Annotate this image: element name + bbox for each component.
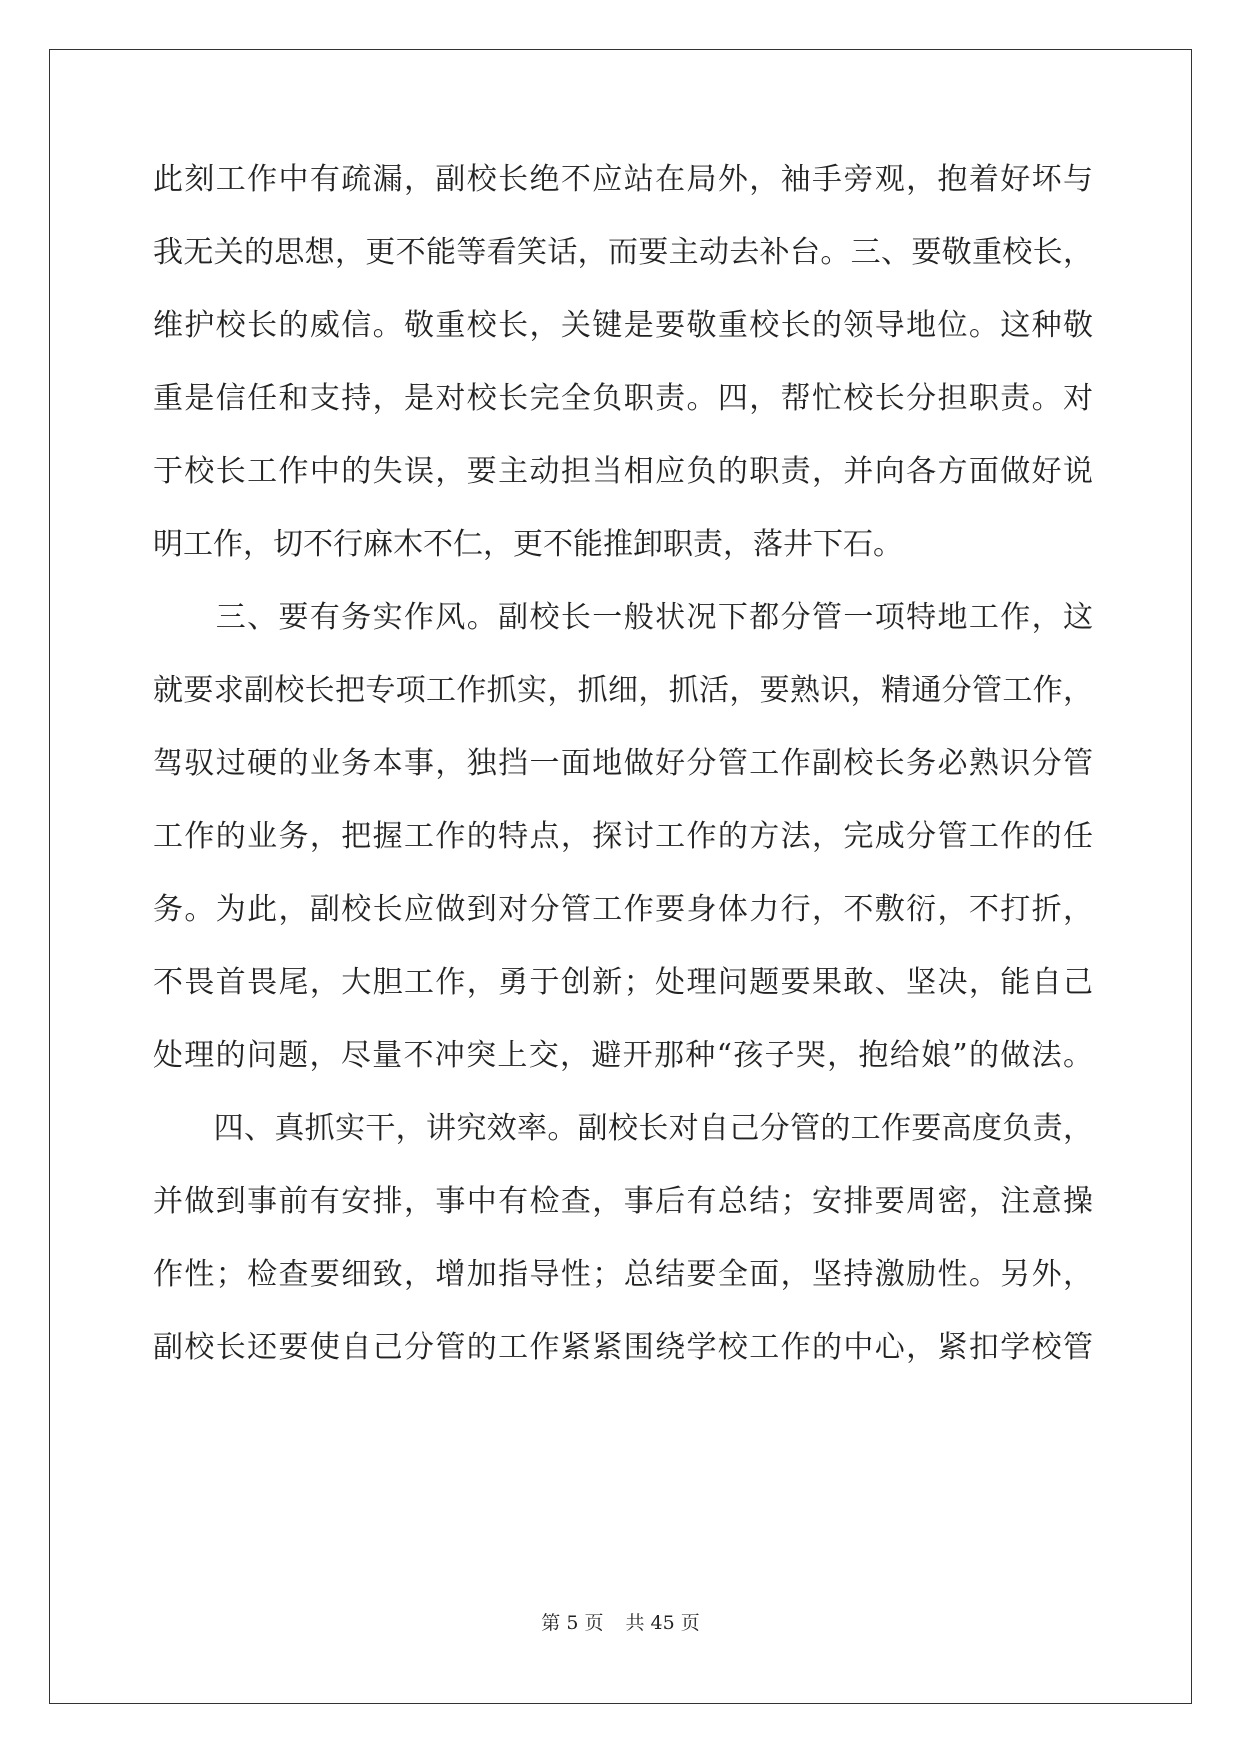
- text-line: 维护校长的威信。敬重校长，关键是要敬重校长的领导地位。这种敬: [153, 308, 1093, 343]
- text-line: 工作的业务，把握工作的特点，探讨工作的方法，完成分管工作的任: [153, 819, 1093, 854]
- text-line: 副校长还要使自己分管的工作紧紧围绕学校工作的中心，紧扣学校管: [153, 1330, 1093, 1365]
- page-number: 第 5 页: [541, 1612, 604, 1634]
- text-line: 就要求副校长把专项工作抓实，抓细，抓活，要熟识，精通分管工作，: [153, 673, 1093, 708]
- text-line: 重是信任和支持，是对校长完全负职责。四，帮忙校长分担职责。对: [153, 381, 1093, 416]
- text-line: 于校长工作中的失误，要主动担当相应负的职责，并向各方面做好说: [153, 454, 1093, 489]
- page-total: 共 45 页: [625, 1612, 700, 1634]
- page-border: [49, 49, 1192, 1704]
- text-line: 四、真抓实干，讲究效率。副校长对自己分管的工作要高度负责，: [153, 1111, 1093, 1146]
- text-line: 明工作，切不行麻木不仁，更不能推卸职责，落井下石。: [153, 527, 903, 562]
- text-line: 务。为此，副校长应做到对分管工作要身体力行，不敷衍，不打折，: [153, 892, 1093, 927]
- text-line: 此刻工作中有疏漏，副校长绝不应站在局外，袖手旁观，抱着好坏与: [153, 162, 1093, 197]
- text-line: 驾驭过硬的业务本事，独挡一面地做好分管工作副校长务必熟识分管: [153, 746, 1093, 781]
- text-line: 并做到事前有安排，事中有检查，事后有总结；安排要周密，注意操: [153, 1184, 1093, 1219]
- text-line: 我无关的思想，更不能等看笑话，而要主动去补台。三、要敬重校长，: [153, 235, 1093, 270]
- text-line: 三、要有务实作风。副校长一般状况下都分管一项特地工作，这: [153, 600, 1093, 635]
- page-footer: [0, 1611, 1241, 1635]
- text-line: 作性；检查要细致，增加指导性；总结要全面，坚持激励性。另外，: [153, 1257, 1093, 1292]
- text-line: 不畏首畏尾，大胆工作，勇于创新；处理问题要果敢、坚决，能自己: [153, 965, 1093, 1000]
- text-line: 处理的问题，尽量不冲突上交，避开那种“孩子哭，抱给娘”的做法。: [153, 1038, 1093, 1073]
